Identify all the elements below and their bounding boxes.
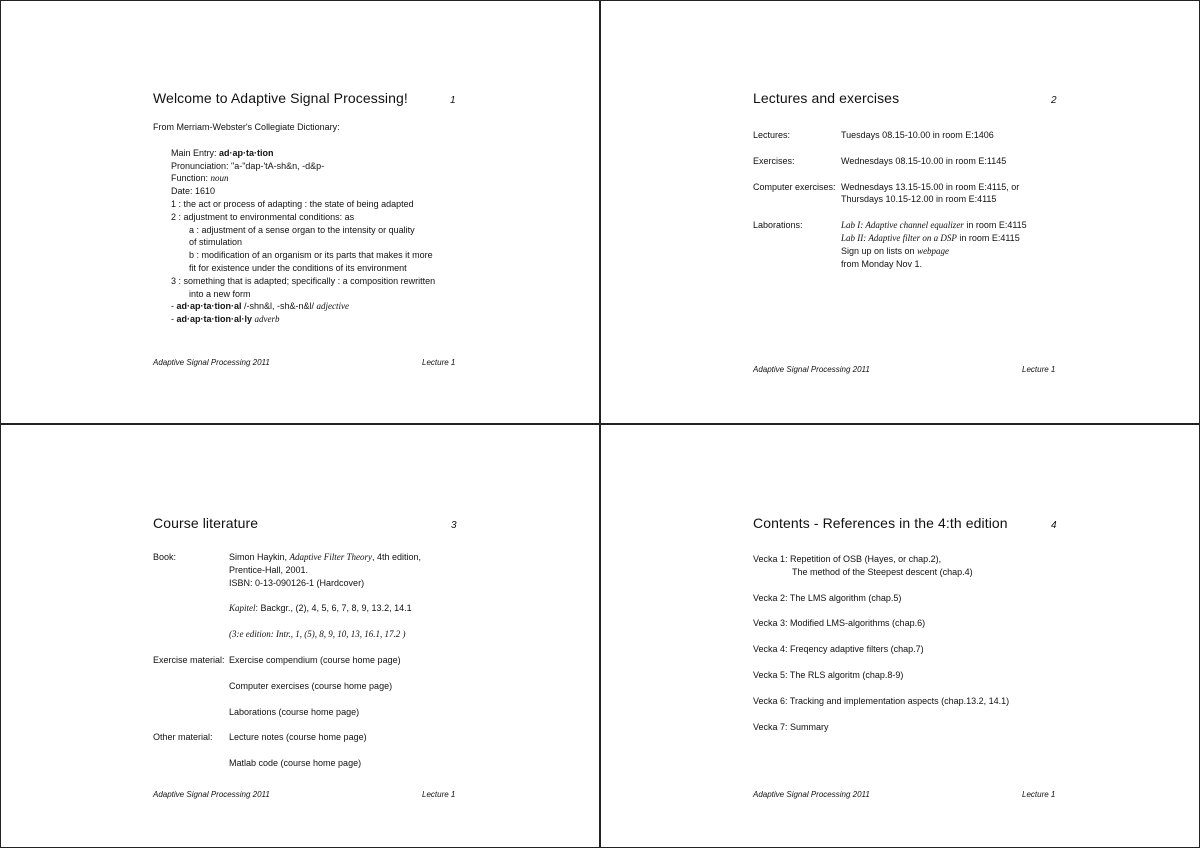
book-edition: , 4th edition,: [372, 552, 422, 562]
week-1: Vecka 1: Repetition of OSB (Hayes, or chap.2),: [753, 554, 942, 564]
exercise-material-row: [153, 654, 473, 718]
footer-course: Adaptive Signal Processing 2011: [753, 365, 870, 374]
lecture-notes: Lecture notes (course home page): [229, 732, 367, 743]
slide-1: [0, 0, 598, 423]
signup-line: [841, 245, 1027, 258]
book-row: [153, 551, 473, 641]
main-entry-word: ad·ap·ta·tion: [219, 147, 274, 158]
function-label: Function:: [171, 173, 209, 184]
lab-1-name: Lab I: Adaptive channel equalizer: [841, 220, 964, 231]
lab-1: [841, 219, 1027, 232]
book-publisher: Prentice-Hall, 2001.: [229, 564, 309, 575]
book-isbn: ISBN: 0-13-090126-1 (Hardcover): [229, 577, 365, 588]
slide-body: [153, 551, 473, 770]
adverb-form: [171, 313, 483, 326]
footer-lecture: Lecture 1: [422, 358, 456, 367]
pronunciation: Pronunciation: "a-"dap-'tA-sh&n, -d&p-: [171, 160, 325, 171]
slide-3: [0, 425, 598, 848]
week-7: Vecka 7: Summary: [753, 721, 829, 732]
lab-2: [841, 232, 1027, 245]
exercises-label: Exercises:: [753, 155, 795, 166]
adjective-form: [171, 300, 483, 313]
book-title: Adaptive Filter Theory: [289, 552, 373, 562]
slide-body: [753, 129, 1073, 270]
computer-exercises: Computer exercises (course home page): [229, 680, 393, 691]
footer-lecture: Lecture 1: [1022, 365, 1056, 374]
third-edition-chapters: (3:e edition: Intr., 1, (5), 8, 9, 10, 13, 16.1, 17.2 ): [229, 629, 406, 640]
laborations: Laborations (course home page): [229, 706, 360, 717]
adjective-prefix: -: [171, 301, 177, 312]
slide-number: 4: [1051, 520, 1057, 531]
matlab-code: Matlab code (course home page): [229, 758, 362, 769]
lectures-row: [753, 129, 1073, 142]
footer-course: Adaptive Signal Processing 2011: [153, 358, 270, 367]
other-material-label: Other material:: [153, 732, 213, 743]
definition-3-cont: into a new form: [189, 288, 251, 299]
adverb-type: adverb: [254, 314, 280, 325]
week-1-cont: The method of the Steepest descent (chap.4): [792, 566, 973, 577]
slide-number: 3: [451, 520, 457, 531]
footer-course: Adaptive Signal Processing 2011: [153, 790, 270, 799]
slide-title: Course literature: [153, 515, 259, 531]
slide-body: [153, 121, 483, 326]
slide-title: Contents - References in the 4:th edition: [753, 515, 1008, 531]
dictionary-entry: [153, 147, 483, 326]
main-entry: [171, 147, 483, 160]
chapters-label: Kapitel: [229, 603, 256, 614]
adjective-type: adjective: [316, 301, 350, 312]
laborations-label: Laborations:: [753, 220, 803, 231]
webpage-link[interactable]: webpage: [917, 245, 950, 256]
definition-3: 3 : something that is adapted; specifically : a composition rewritten: [171, 275, 436, 286]
definition-2a-cont: of stimulation: [189, 237, 243, 248]
slide-number: 1: [450, 95, 456, 106]
lab-2-room: in room E:4115: [956, 232, 1020, 243]
exercises-row: [753, 155, 1073, 168]
adjective-pronunciation: /-shn&l, -sh&-n&l/: [241, 301, 317, 312]
function-value: noun: [210, 173, 229, 184]
slide-2: [601, 0, 1199, 423]
main-entry-label: Main Entry:: [171, 147, 217, 158]
laborations-row: [753, 219, 1073, 270]
week-6: Vecka 6: Tracking and implementation aspects (chap.13.2, 14.1): [753, 695, 1010, 706]
adjective-word: ad·ap·ta·tion·al: [176, 301, 242, 312]
week-5: Vecka 5: The RLS algoritm (chap.8-9): [753, 669, 904, 680]
date-line: Date: 1610: [171, 186, 216, 197]
book-author: Simon Haykin,: [229, 552, 290, 562]
function-line: [171, 172, 483, 185]
exercise-compendium: Exercise compendium (course home page): [229, 654, 401, 665]
lab-1-room: in room E:4115: [963, 220, 1027, 231]
lectures-label: Lectures:: [753, 130, 791, 140]
definition-2b: b : modification of an organism or its parts that makes it more: [189, 250, 433, 261]
adverb-prefix: -: [171, 314, 177, 325]
slide-title: Lectures and exercises: [753, 90, 900, 106]
chapters-value: : Backgr., (2), 4, 5, 6, 7, 8, 9, 13.2, 14.1: [255, 603, 412, 614]
footer-course: Adaptive Signal Processing 2011: [753, 790, 870, 799]
slide-number: 2: [1051, 95, 1057, 106]
book-citation: [229, 551, 421, 564]
intro-text: From Merriam-Webster's Collegiate Dictionary:: [153, 122, 340, 132]
slide-body: [753, 553, 1073, 733]
exercises-value: Wednesdays 08.15-10.00 in room E:1145: [841, 155, 1007, 166]
definition-2: 2 : adjustment to environmental conditions: as: [171, 211, 355, 222]
footer-lecture: Lecture 1: [422, 790, 456, 799]
lectures-value: Tuesdays 08.15-10.00 in room E:1406: [841, 130, 994, 140]
week-3: Vecka 3: Modified LMS-algorithms (chap.6): [753, 618, 926, 629]
week-4: Vecka 4: Freqency adaptive filters (chap.7): [753, 644, 924, 655]
week-2: Vecka 2: The LMS algorithm (chap.5): [753, 592, 902, 603]
other-material-row: [153, 731, 473, 770]
definition-1: 1 : the act or process of adapting : the state of being adapted: [171, 198, 414, 209]
exercise-material-label: Exercise material:: [153, 654, 225, 665]
footer-lecture: Lecture 1: [1022, 790, 1056, 799]
computer-exercises-value-1: Wednesdays 13.15-15.00 in room E:4115, or: [841, 181, 1020, 192]
book-label: Book:: [153, 552, 177, 562]
signup-from: from Monday Nov 1.: [841, 258, 923, 269]
computer-exercises-label: Computer exercises:: [753, 181, 836, 192]
slide-title: Welcome to Adaptive Signal Processing!: [153, 90, 408, 106]
computer-exercises-row: [753, 181, 1073, 207]
chapters-line: [229, 602, 421, 615]
lab-2-name: Lab II: Adaptive filter on a DSP: [841, 232, 957, 243]
slide-4: [601, 425, 1199, 848]
definition-2a: a : adjustment of a sense organ to the intensity or quality: [189, 224, 415, 235]
definition-2b-cont: fit for existence under the conditions of its environment: [189, 262, 407, 273]
adverb-word: ad·ap·ta·tion·al·ly: [176, 314, 252, 325]
computer-exercises-value-2: Thursdays 10.15-12.00 in room E:4115: [841, 194, 997, 205]
signup-text: Sign up on lists on: [841, 245, 918, 256]
